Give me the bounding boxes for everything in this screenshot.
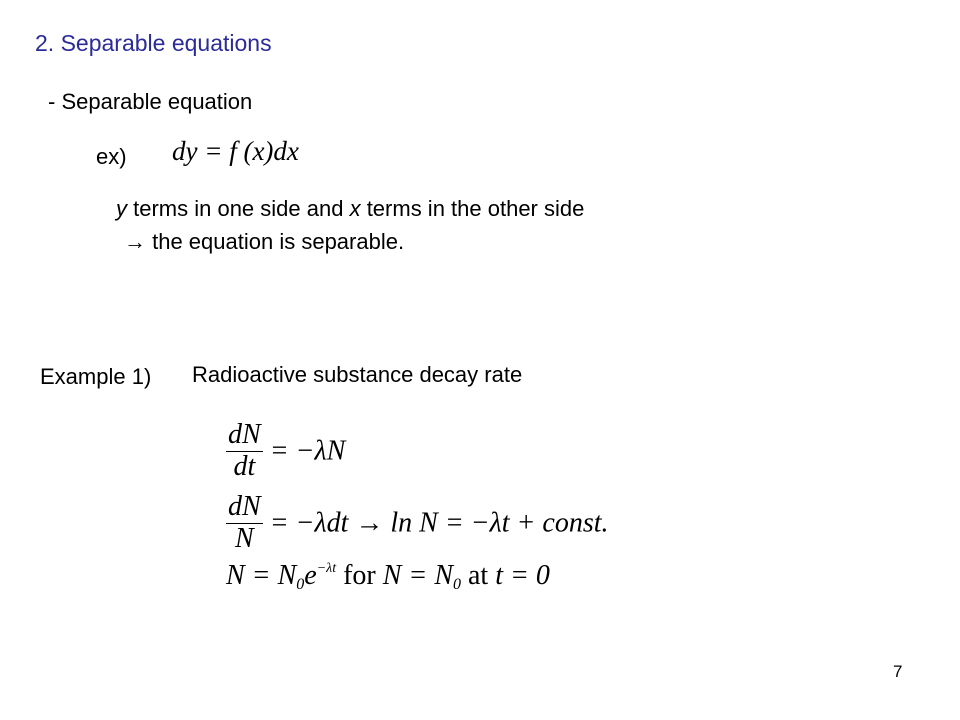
ex-label: ex) — [96, 144, 127, 169]
eq1-rhs: = −λN — [262, 435, 346, 467]
slide-title: 2. Separable equations — [35, 30, 272, 56]
fraction-dn-dt: $\frac{dN}{dt}$ — [228, 419, 261, 482]
eq2-rhs: = −λdt → ln N = −λt + const. — [262, 507, 609, 539]
fraction-dn-n: $\frac{dN}{N}$ — [228, 491, 261, 554]
example-label: Example 1) — [40, 364, 152, 389]
line1-end: terms in the other side — [360, 196, 585, 221]
x-variable: x — [349, 196, 361, 221]
separable-conclusion — [124, 229, 404, 255]
example-title: Radioactive substance decay rate — [192, 362, 523, 387]
equation-decay-rate — [226, 420, 345, 483]
equation-solution: $N = N_0e^{-\lambda t}$ for $N = N_0$ at t = 0 — [226, 560, 550, 593]
line1-middle: terms in one side and — [127, 196, 350, 221]
page-number: 7 — [893, 662, 903, 681]
bullet-separable-equation: - Separable equation — [48, 89, 253, 114]
right-arrow-icon: → — [124, 229, 146, 254]
ex-equation: dy = f (x)dx — [172, 136, 299, 166]
separation-explanation — [116, 196, 584, 222]
y-variable: y — [116, 196, 127, 221]
conclusion-text: the equation is separable. — [146, 229, 405, 254]
equation-separated — [226, 492, 609, 555]
